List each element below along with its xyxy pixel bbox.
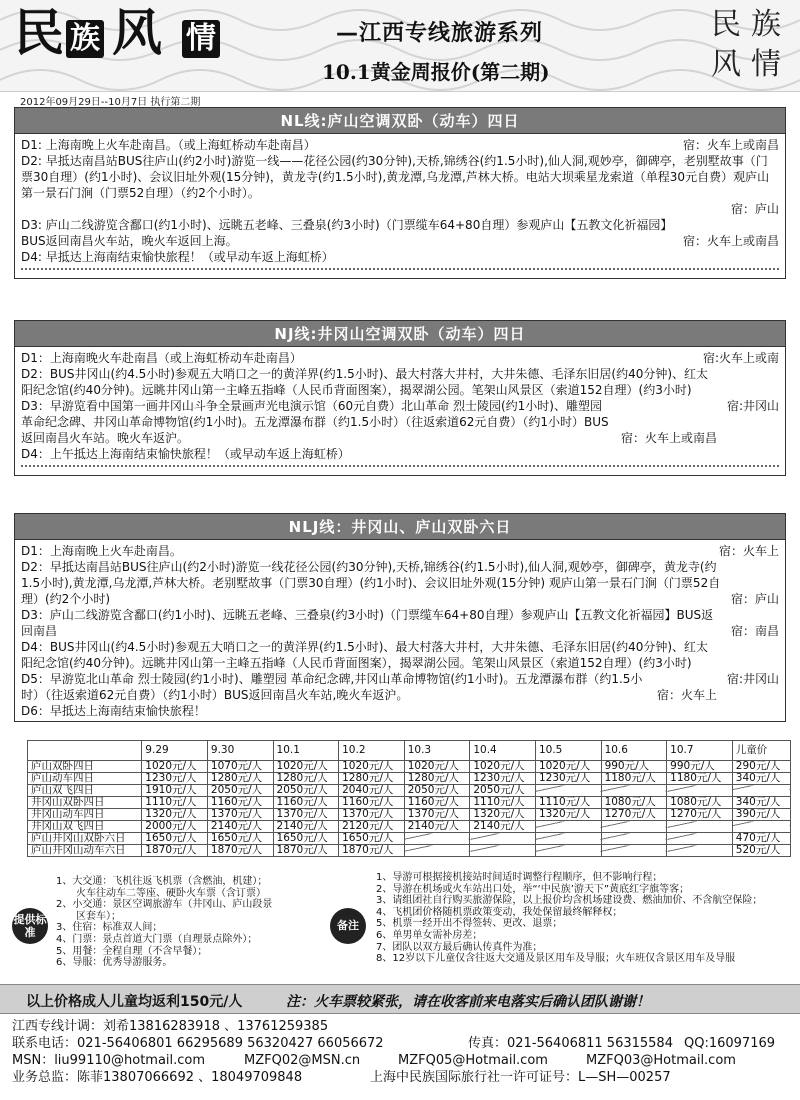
day-item (21, 446, 779, 462)
price-cell: 1160元/人 (404, 797, 470, 809)
section-title: NJ线:井冈山空调双卧（动车）四日 (15, 321, 785, 347)
seal-char-2: 族 (751, 7, 781, 42)
brand-char-3: 风 (112, 3, 162, 62)
price-cell: 1020元/人 (339, 761, 405, 773)
manager-contact: 业务总监：陈菲13807066692 、18049709848 (12, 1070, 303, 1085)
price-cell: 1230元/人 (142, 773, 208, 785)
price-cell: 1180元/人 (601, 773, 667, 785)
price-cell: 1160元/人 (273, 797, 339, 809)
price-cell: 1870元/人 (207, 845, 273, 857)
price-cell: 390元/人 (732, 809, 790, 821)
price-cell: 1080元/人 (601, 797, 667, 809)
price-cell: 1650元/人 (207, 833, 273, 845)
lodging: 宿：庐山 (730, 592, 779, 606)
price-cell: 1280元/人 (404, 773, 470, 785)
series-title: —江西专线旅游系列 (336, 21, 544, 46)
standards-list (56, 876, 346, 969)
price-cell: 1280元/人 (207, 773, 273, 785)
route-name-cell: 井冈山动车四日 (28, 809, 142, 821)
day-item (21, 703, 779, 719)
price-cell: 2140元/人 (207, 821, 273, 833)
divider (21, 465, 779, 473)
day-item (21, 607, 779, 639)
day-text: D4：上午抵达上海南结束愉快旅程！（或早动车返上海虹桥） (21, 447, 350, 461)
table-header-cell: 10.6 (601, 741, 667, 761)
table-row (28, 773, 791, 785)
price-cell: 1160元/人 (339, 797, 405, 809)
divider (21, 268, 779, 276)
day-item (21, 639, 779, 686)
table-header-row (28, 741, 791, 761)
price-cell (667, 785, 733, 797)
phone-contact: 联系电话：021-56406801 66295689 56320427 66056672 (12, 1036, 384, 1051)
day-item (21, 153, 779, 217)
price-cell (667, 845, 733, 857)
day-item (21, 671, 779, 703)
day-item (21, 350, 779, 366)
brand-char-2: 族 (66, 20, 104, 58)
day-item (21, 559, 779, 607)
email-contact[interactable]: MZFQ05@Hotmail.com (398, 1053, 548, 1068)
route-name-cell: 庐山井冈山双卧六日 (28, 833, 142, 845)
lodging: 宿：火车上或南昌 (682, 234, 779, 248)
lodging: 宿：火车上 (656, 688, 717, 702)
route-name-cell: 井冈山双卧四日 (28, 797, 142, 809)
price-cell: 470元/人 (732, 833, 790, 845)
table-header-cell: 10.1 (273, 741, 339, 761)
price-cell (535, 845, 601, 857)
price-cell: 1180元/人 (667, 773, 733, 785)
price-cell (535, 785, 601, 797)
route-name-cell: 井冈山双飞四日 (28, 821, 142, 833)
seal-logo (706, 6, 786, 86)
price-cell: 1870元/人 (142, 845, 208, 857)
notes-area (8, 872, 794, 984)
date-line: 2012年09月29日--10月7日 执行第二期 (20, 97, 201, 108)
lodging: 宿:井冈山 (726, 399, 779, 413)
table-header-cell: 儿童价 (732, 741, 790, 761)
list-item: 3、住宿：标准双人间； (56, 922, 163, 934)
table-row (28, 809, 791, 821)
seal-char-4: 情 (751, 47, 781, 82)
price-cell: 1320元/人 (470, 809, 536, 821)
price-cell: 990元/人 (601, 761, 667, 773)
section-nj (14, 320, 786, 476)
rebate-note: 以上价格成人儿童均返利150元/人 (26, 994, 243, 1010)
lodging: 宿：火车上或南昌 (620, 431, 717, 445)
price-cell (404, 833, 470, 845)
section-title: NLJ线：井冈山、庐山双卧六日 (15, 514, 785, 540)
remarks-tag: 备注 (330, 908, 366, 944)
list-item: 7、团队以双方最后确认传真件为准； (376, 941, 543, 953)
brand-char-1: 民 (14, 3, 64, 62)
price-cell (470, 833, 536, 845)
table-row (28, 797, 791, 809)
price-cell: 1110元/人 (142, 797, 208, 809)
price-cell (470, 845, 536, 857)
planner-contact: 江西专线计调：刘希13816283918 、13761259385 (12, 1019, 329, 1034)
price-cell (732, 821, 790, 833)
price-cell: 990元/人 (667, 761, 733, 773)
price-cell: 1370元/人 (207, 809, 273, 821)
table-row (28, 761, 791, 773)
day-text: D1: 上海南晚上火车赴南昌。（或上海虹桥动车赴南昌） (21, 138, 316, 152)
price-cell: 2000元/人 (142, 821, 208, 833)
list-item: 5、用餐：全程自理（不含早餐）； (56, 945, 208, 957)
list-item: 4、门票：景点首道大门票（自理景点除外）； (56, 933, 258, 945)
price-cell: 340元/人 (732, 773, 790, 785)
list-item: 5、机票一经开出不得签转、更改、退票； (376, 918, 563, 930)
email-contact[interactable]: MZFQ02@MSN.cn (244, 1053, 361, 1068)
price-cell (732, 785, 790, 797)
price-cell: 1020元/人 (273, 761, 339, 773)
price-cell: 1110元/人 (470, 797, 536, 809)
brand-logo (14, 3, 222, 62)
table-header-cell: 9.30 (207, 741, 273, 761)
price-cell: 1230元/人 (535, 773, 601, 785)
price-cell: 1280元/人 (273, 773, 339, 785)
day-item (21, 249, 779, 265)
table-header-cell (28, 741, 142, 761)
day-text: D3：庐山二线游览含鄱口(约1小时)、远眺五老峰、三叠泉(约3小时)（门票缆车64+80自理）参观庐山【五教文化祈福园】BUS返回南昌 (21, 608, 714, 638)
day-item (21, 366, 779, 413)
price-cell: 1270元/人 (601, 809, 667, 821)
price-cell: 1270元/人 (667, 809, 733, 821)
list-item: 区套车）； (56, 910, 121, 922)
list-item: 6、单男单女需补房差； (376, 929, 483, 941)
lodging: 宿：火车上 (718, 544, 779, 558)
day-text: D1：上海南晚火车赴南昌（或上海虹桥动车赴南昌） (21, 351, 302, 365)
price-cell (601, 833, 667, 845)
price-cell (667, 821, 733, 833)
table-row (28, 833, 791, 845)
price-cell: 2050元/人 (470, 785, 536, 797)
ticket-warning: 注：火车票较紧张，请在收客前来电落实后确认团队谢谢！ (286, 994, 650, 1010)
table-header-cell: 10.4 (470, 741, 536, 761)
qq-contact: QQ:16097169 (684, 1036, 776, 1051)
lodging: 宿:火车上或南 (702, 351, 779, 365)
price-cell: 1650元/人 (273, 833, 339, 845)
day-item (21, 137, 779, 153)
footer-bar (0, 984, 800, 1014)
section-nlj (14, 513, 786, 722)
standards-tag: 提供标准 (12, 908, 48, 944)
price-cell: 1650元/人 (339, 833, 405, 845)
table-header-cell: 10.5 (535, 741, 601, 761)
price-cell: 1870元/人 (339, 845, 405, 857)
price-cell: 520元/人 (732, 845, 790, 857)
day-text: D2: 早抵达南昌站BUS往庐山(约2小时)游览一线——花径公园(约30分钟),天桥,锦绣谷(约1.5小时),仙人洞,观妙亭，御碑亭，老别墅故事（门票30自理）(约1小时)、会议旧址外观(15分钟)，黄龙寺(约1.5小时),黄龙潭,乌龙潭,芦林大桥。电站大坝乘星龙索道（单程30元自费）观庐山第一景石门涧（门票52自理）（约2个小时）。 (21, 154, 770, 200)
price-cell: 290元/人 (732, 761, 790, 773)
price-cell (404, 845, 470, 857)
price-cell: 2050元/人 (404, 785, 470, 797)
price-cell: 1230元/人 (470, 773, 536, 785)
price-cell: 1650元/人 (142, 833, 208, 845)
contacts (12, 1018, 788, 1086)
table-row (28, 821, 791, 833)
day-text: D2：早抵达南昌站BUS往庐山(约2小时)游览一线花径公园(约30分钟),天桥,锦绣谷(约1.5小时),仙人洞,观妙亭，御碑亭，黄龙寺(约1.5小时),黄龙潭,乌龙潭,芦林大桥。老别墅故事（门票30自理）(约1小时)、会议旧址外观(15分钟) 观庐山第一景石门涧（门票52自理）(约2个小时) (21, 560, 721, 606)
price-cell: 2120元/人 (339, 821, 405, 833)
list-item: 2、小交通：景区空调旅游车（井冈山、庐山段景 (56, 899, 273, 911)
route-name-cell: 庐山双卧四日 (28, 761, 142, 773)
price-cell (535, 833, 601, 845)
list-item: 火车往动车二等座、硬卧火车票（含订票） (56, 887, 266, 899)
lodging: 宿:井冈山 (726, 672, 779, 686)
seal-char-3: 风 (711, 47, 741, 82)
section-nl (14, 107, 786, 279)
table-header-cell: 10.3 (404, 741, 470, 761)
price-cell: 1020元/人 (404, 761, 470, 773)
price-cell (601, 821, 667, 833)
fax-contact: 传真：021-56406811 56315584 (468, 1036, 673, 1051)
list-item: 6、导服：优秀导游服务。 (56, 957, 173, 969)
price-cell: 1020元/人 (535, 761, 601, 773)
list-item: 3、请组团社自行购买旅游保险，以上报价均含机场建设费、燃油加价、不含航空保险； (376, 895, 763, 907)
day-text: D6：早抵达上海南结束愉快旅程！ (21, 704, 206, 718)
price-cell: 2140元/人 (470, 821, 536, 833)
price-cell: 1110元/人 (535, 797, 601, 809)
lodging: 宿：庐山 (730, 202, 779, 216)
price-cell: 1020元/人 (142, 761, 208, 773)
lodging: 宿：火车上或南昌 (682, 138, 779, 152)
list-item: 2、导游在机场或火车站出口处，举“‘中民族’游天下”黄底红字旗等客； (376, 883, 690, 895)
price-cell: 2050元/人 (207, 785, 273, 797)
company-license: 上海中民族国际旅行社一许可证号：L—SH—00257 (370, 1070, 671, 1085)
day-text: D4: 早抵达上海南结束愉快旅程！（或早动车返上海虹桥） (21, 250, 334, 264)
price-cell: 1370元/人 (404, 809, 470, 821)
remarks-list (376, 872, 792, 965)
price-cell: 1910元/人 (142, 785, 208, 797)
price-cell: 1070元/人 (207, 761, 273, 773)
price-cell (667, 833, 733, 845)
table-header-cell: 9.29 (142, 741, 208, 761)
price-cell: 1320元/人 (535, 809, 601, 821)
day-text: D1：上海南晚上火车赴南昌。 (21, 544, 182, 558)
price-cell: 1870元/人 (273, 845, 339, 857)
price-cell: 2140元/人 (404, 821, 470, 833)
lodging: 宿：南昌 (730, 624, 779, 638)
price-cell: 2040元/人 (339, 785, 405, 797)
price-table (27, 740, 791, 857)
price-cell (601, 845, 667, 857)
day-text: D2：BUS井冈山(约4.5小时)参观五大哨口之一的黄洋界(约1.5小时)、最大村落大井村，大井朱德、毛泽东旧居(约40分钟)、红太阳纪念馆(约40分钟)。远眺井冈山第一主峰五指峰（人民币背面图案），揭翠湖公园。笔架山风景区（索道152自理）(约3小时) (21, 367, 709, 397)
price-cell: 1020元/人 (470, 761, 536, 773)
day-text: D4：BUS井冈山(约4.5小时)参观五大哨口之一的黄洋界(约1.5小时)、最大村落大井村，大井朱德、毛泽东旧居(约40分钟)、红太阳纪念馆(约40分钟)。远眺井冈山第一主峰五指峰（人民币背面图案），揭翠湖公园。笔架山风景区（索道152自理）(约3小时) (21, 640, 709, 670)
list-item: 4、飞机团价格随机票政策变动，我处保留最终解释权； (376, 906, 623, 918)
day-text: D3: 庐山二线游览含鄱口(约1小时)、远眺五老峰、三叠泉(约3小时)（门票缆车64+80自理）参观庐山【五教文化祈福园】BUS返回南昌火车站，晚火车返回上海。 (21, 218, 673, 248)
price-cell (601, 785, 667, 797)
route-name-cell: 庐山双飞四日 (28, 785, 142, 797)
price-cell: 1280元/人 (339, 773, 405, 785)
day-text: D5：早游览北山革命 烈士陵园(约1小时)、雕塑园 革命纪念碑,井冈山革命博物馆(约1小时)。五龙潭瀑布群（约1.5小时）（往返索道62元自费）（约1小时）BUS返回南昌火车站,晚火车返沪。 (21, 672, 643, 702)
price-cell: 1320元/人 (142, 809, 208, 821)
price-cell: 1160元/人 (207, 797, 273, 809)
msn-contact[interactable]: MSN：liu99110@hotmail.com (12, 1053, 206, 1068)
table-header-cell: 10.2 (339, 741, 405, 761)
list-item: 1、大交通：飞机往返飞机票（含燃油，机建）； (56, 876, 268, 887)
route-name-cell: 庐山井冈山动车六日 (28, 845, 142, 857)
day-text: D3：早游览看中国第一画井冈山斗争全景画声光电演示馆（60元自费）北山革命 烈士陵园(约1小时)、雕塑园 革命纪念碑、井冈山革命博物馆(约1小时)。五龙潭瀑布群（约1.5小时）（往返索道62元自费）（约1小时）BUS返回南昌火车站。晚火车返沪。 (21, 399, 609, 445)
email-contact[interactable]: MZFQ03@Hotmail.com (586, 1053, 736, 1068)
brand-char-4: 情 (182, 20, 220, 58)
list-item: 1、导游可根据接机接站时间适时调整行程顺序，但不影响行程； (376, 872, 663, 883)
seal-char-1: 民 (711, 7, 741, 42)
price-cell (535, 821, 601, 833)
table-row (28, 845, 791, 857)
price-cell: 2050元/人 (273, 785, 339, 797)
price-cell: 2140元/人 (273, 821, 339, 833)
price-cell: 1080元/人 (667, 797, 733, 809)
section-title: NL线:庐山空调双卧（动车）四日 (15, 108, 785, 134)
list-item: 8、12岁以下儿童仅含往返大交通及景区用车及导服；火车班仅含景区用车及导服 (376, 953, 736, 965)
day-item (21, 217, 779, 249)
price-cell: 340元/人 (732, 797, 790, 809)
table-row (28, 785, 791, 797)
day-item (21, 398, 779, 446)
table-header-cell: 10.7 (667, 741, 733, 761)
price-cell: 1370元/人 (339, 809, 405, 821)
quote-title: 10.1黄金周报价(第二期) (322, 60, 550, 84)
price-cell: 1370元/人 (273, 809, 339, 821)
day-item (21, 543, 779, 559)
route-name-cell: 庐山动车四日 (28, 773, 142, 785)
header-banner (0, 0, 800, 92)
